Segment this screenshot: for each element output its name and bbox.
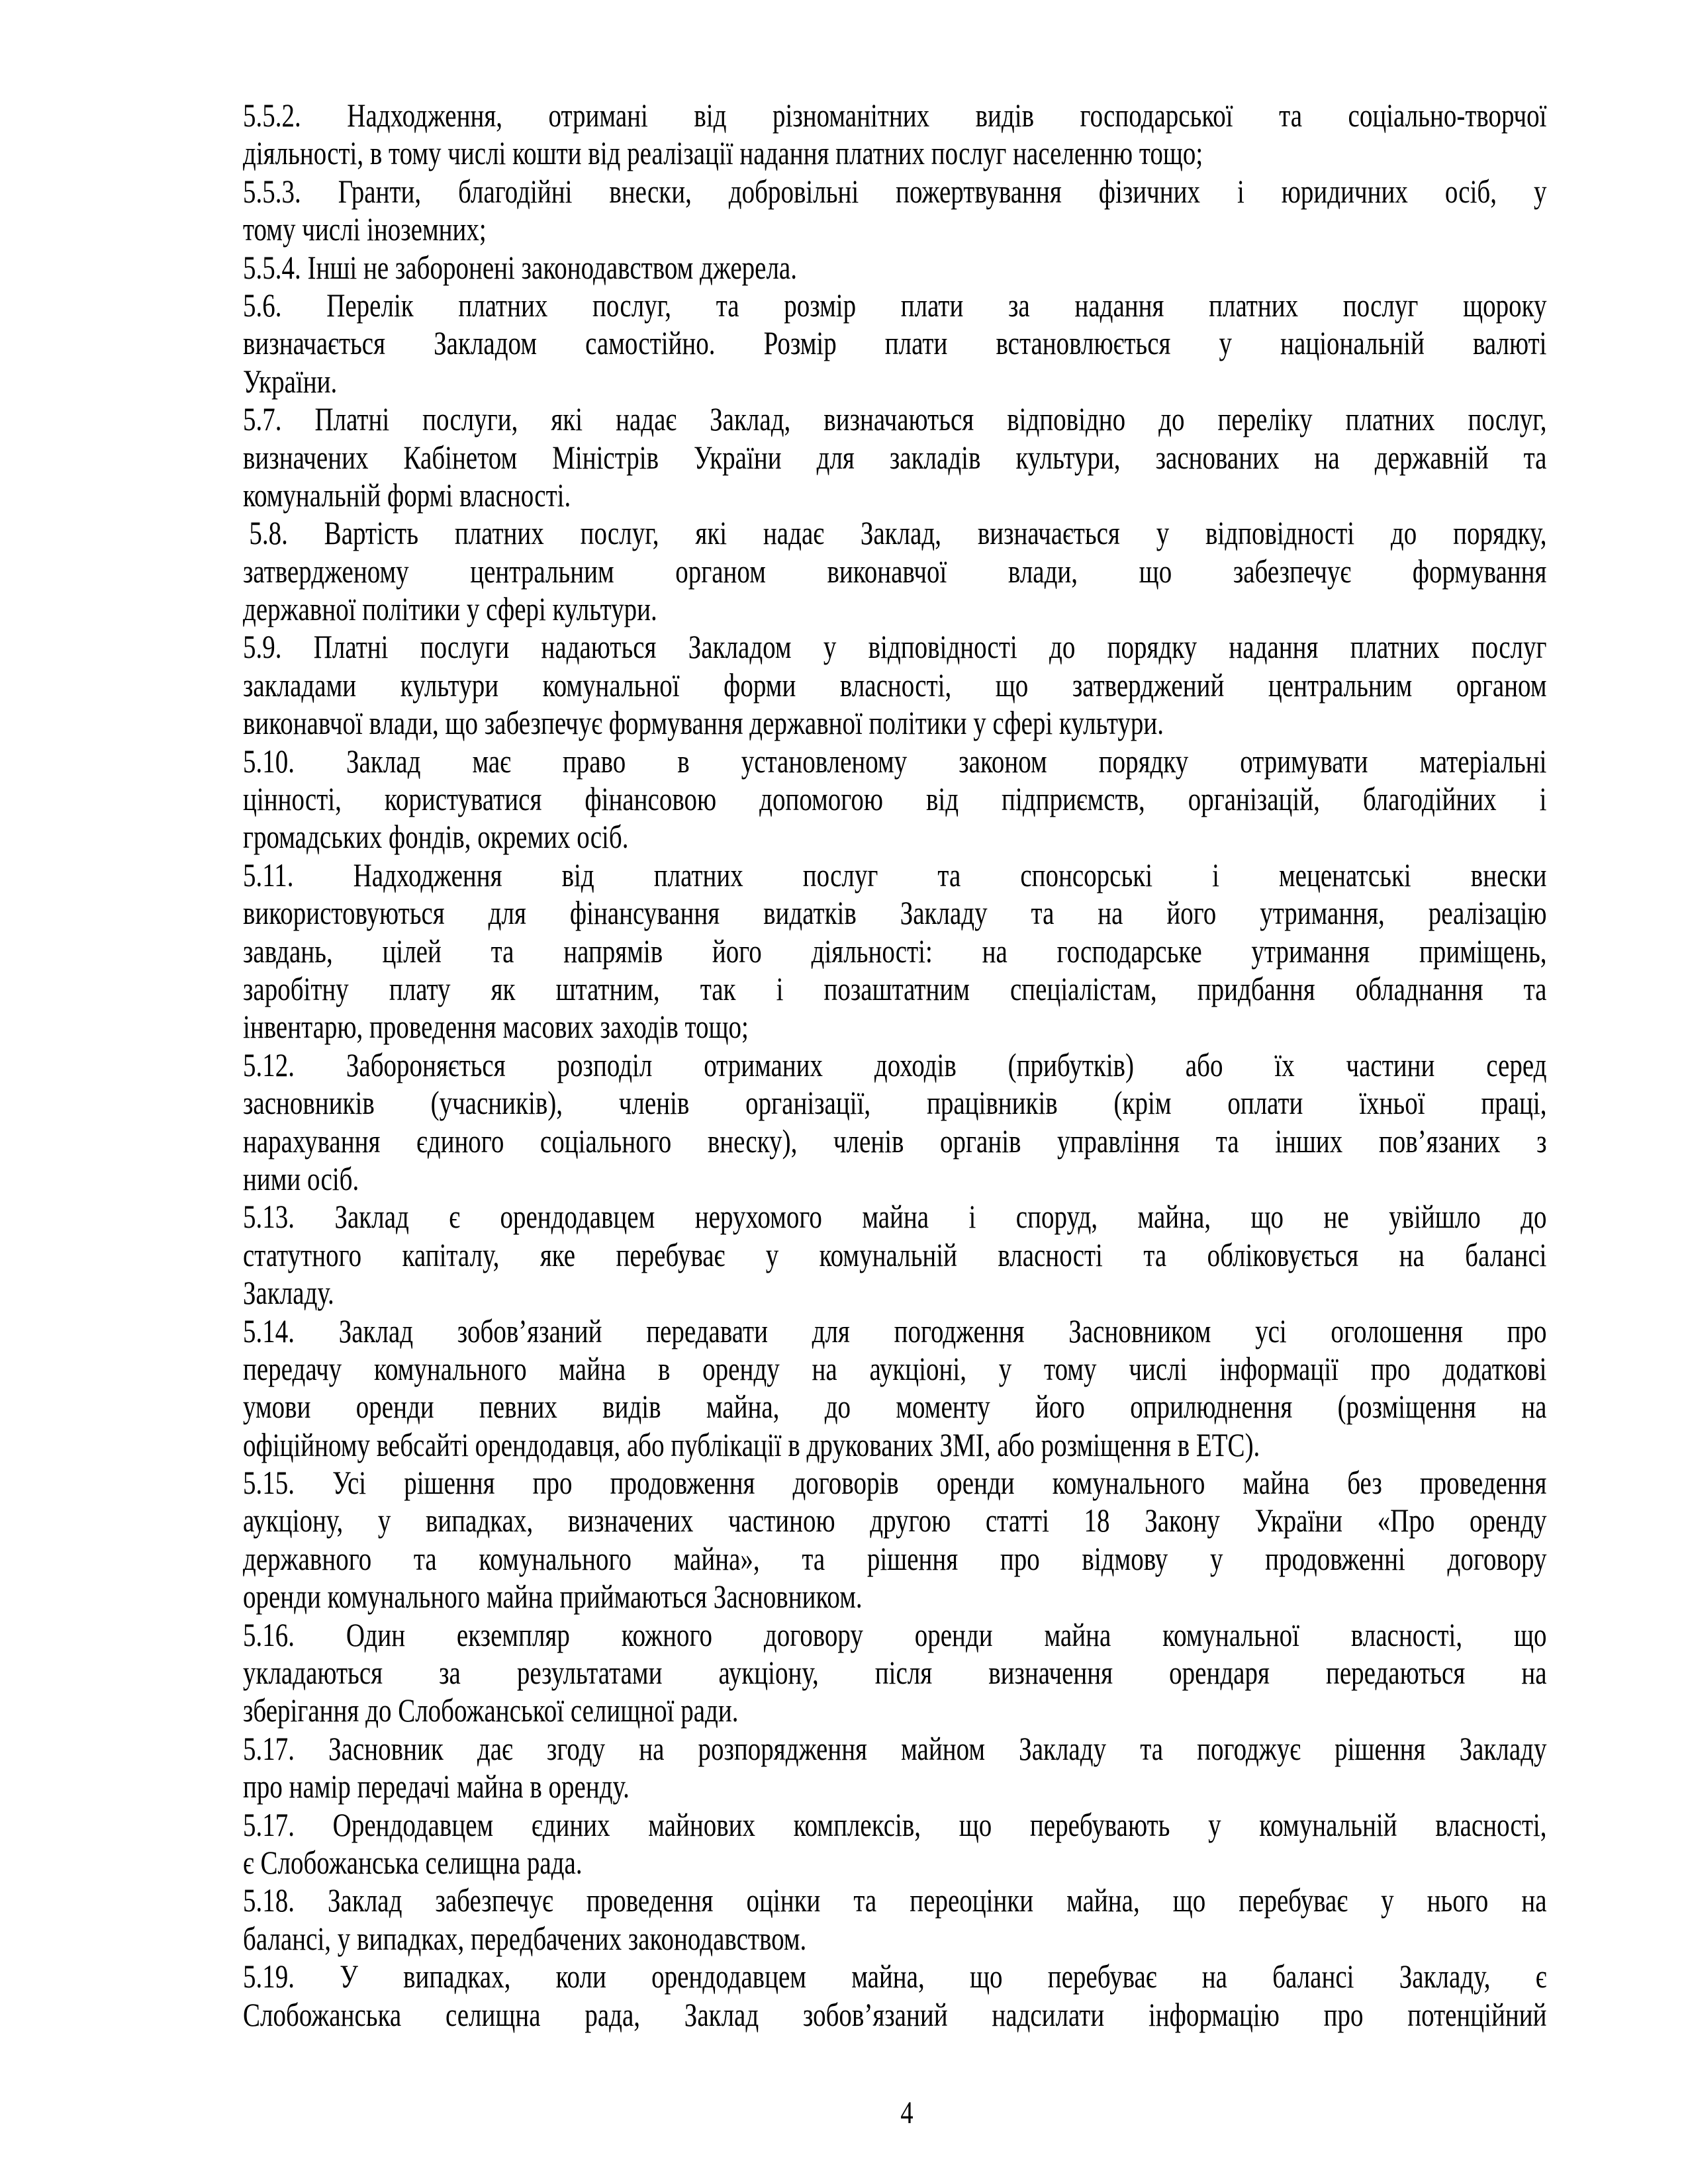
text-line: заробітну плату як штатним, так і позаштатним спеціалістам, придбання обладнання та [243,970,1547,1007]
text-line: цінності, користуватися фінансовою допомогою від підприємств, організацій, благодійних і [243,780,1547,818]
text-line: балансі, у випадках, передбачених законодавством. [243,1919,807,1957]
text-line: діяльності, в тому числі кошти від реалізації надання платних послуг населенню тощо; [243,134,1203,172]
text-line: тому числі іноземних; [243,210,487,248]
text-line: визначених Кабінетом Міністрів України для закладів культури, заснованих на державній та [243,438,1547,476]
text-line: засновників (учасників), членів організації, працівників (крім оплати їхньої праці, [243,1084,1547,1122]
text-line: умови оренди певних видів майна, до моменту його оприлюднення (розміщення на [243,1388,1547,1426]
text-line: 5.10. Заклад має право в установленому законом порядку отримувати матеріальні [243,742,1547,780]
text-line: зберігання до Слобожанської селищної ради. [243,1692,739,1729]
text-line: офіційному вебсайті орендодавця, або публікації в друкованих ЗМІ, або розміщення в ЕТС). [243,1426,1260,1463]
text-line: державної політики у сфері культури. [243,590,657,628]
text-line: Слобожанська селищна рада, Заклад зобов’язаний надсилати інформацію про потенційний [243,1995,1547,2033]
text-line: 5.11. Надходження від платних послуг та спонсорські і меценатські внески [243,856,1547,893]
text-line: виконавчої влади, що забезпечує формування державної політики у сфері культури. [243,704,1164,742]
text-line: 5.17. Засновник дає згоду на розпорядження майном Закладу та погоджує рішення Закладу [243,1729,1547,1767]
text-line: комунальній формі власності. [243,476,571,514]
text-line: інвентарю, проведення масових заходів тощо; [243,1008,749,1046]
text-line: 5.9. Платні послуги надаються Закладом у відповідності до порядку надання платних послуг [243,628,1547,666]
text-line: 5.5.4. Інші не заборонені законодавством джерела. [243,248,797,286]
text-line: 5.5.2. Надходження, отримані від різноманітних видів господарської та соціально-творчої [243,97,1547,134]
text-line: 5.17. Орендодавцем єдиних майнових комплексів, що перебувають у комунальній власності, [243,1805,1547,1843]
text-line: використовуються для фінансування видатків Закладу та на його утримання, реалізацію [243,894,1547,932]
text-line: 5.7. Платні послуги, які надає Заклад, визначаються відповідно до переліку платних послуг, [243,400,1547,438]
text-line: затвердженому центральним органом виконавчої влади, що забезпечує формування [243,552,1547,590]
text-line: оренди комунального майна приймаються Засновником. [243,1578,863,1615]
page-number: 4 [900,2095,914,2130]
text-line: передачу комунального майна в оренду на аукціоні, у тому числі інформації про додаткові [243,1349,1547,1387]
text-line: 5.14. Заклад зобов’язаний передавати для погодження Засновником усі оголошення про [243,1312,1547,1349]
text-line: державного та комунального майна», та рішення про відмову у продовженні договору [243,1539,1547,1577]
text-line: 5.13. Заклад є орендодавцем нерухомого майна і споруд, майна, що не увійшло до [243,1198,1547,1236]
text-line: завдань, цілей та напрямів його діяльності: на господарське утримання приміщень, [243,932,1547,970]
text-line: укладаються за результатами аукціону, після визначення орендаря передаються на [243,1654,1547,1692]
text-line: визначається Закладом самостійно. Розмір плати встановлюється у національній валюті [243,324,1547,362]
text-line: є Слобожанська селищна рада. [243,1843,583,1881]
text-line: 5.15. Усі рішення про продовження договорів оренди комунального майна без проведення [243,1464,1547,1502]
text-line: 5.6. Перелік платних послуг, та розмір плати за надання платних послуг щороку [243,286,1547,324]
text-line: нарахування єдиного соціального внеску), членів органів управління та інших пов’язаних з [243,1122,1547,1160]
text-line: ними осіб. [243,1160,359,1197]
text-line: України. [243,362,338,400]
text-line: 5.19. У випадках, коли орендодавцем майна, що перебуває на балансі Закладу, є [243,1958,1547,1995]
text-line: про намір передачі майна в оренду. [243,1768,630,1805]
text-line: статутного капіталу, яке перебуває у комунальній власності та обліковується на балансі [243,1236,1547,1273]
text-line: 5.8. Вартість платних послуг, які надає Заклад, визначається у відповідності до порядку, [249,514,1547,552]
text-line: громадських фондів, окремих осіб. [243,818,629,856]
text-line: Закладу. [243,1274,334,1312]
text-line: 5.5.3. Гранти, благодійні внески, добровільні пожертвування фізичних і юридичних осіб, у [243,172,1547,210]
text-line: аукціону, у випадках, визначених частиною другою статті 18 Закону України «Про оренду [243,1502,1547,1539]
text-line: 5.12. Забороняється розподіл отриманих доходів (прибутків) або їх частини серед [243,1046,1547,1083]
text-line: закладами культури комунальної форми власності, що затверджений центральним органом [243,666,1547,704]
text-line: 5.16. Один екземпляр кожного договору оренди майна комунальної власності, що [243,1615,1547,1653]
document-body [243,97,1633,2034]
text-line: 5.18. Заклад забезпечує проведення оцінки та переоцінки майна, що перебуває у нього на [243,1882,1547,1919]
